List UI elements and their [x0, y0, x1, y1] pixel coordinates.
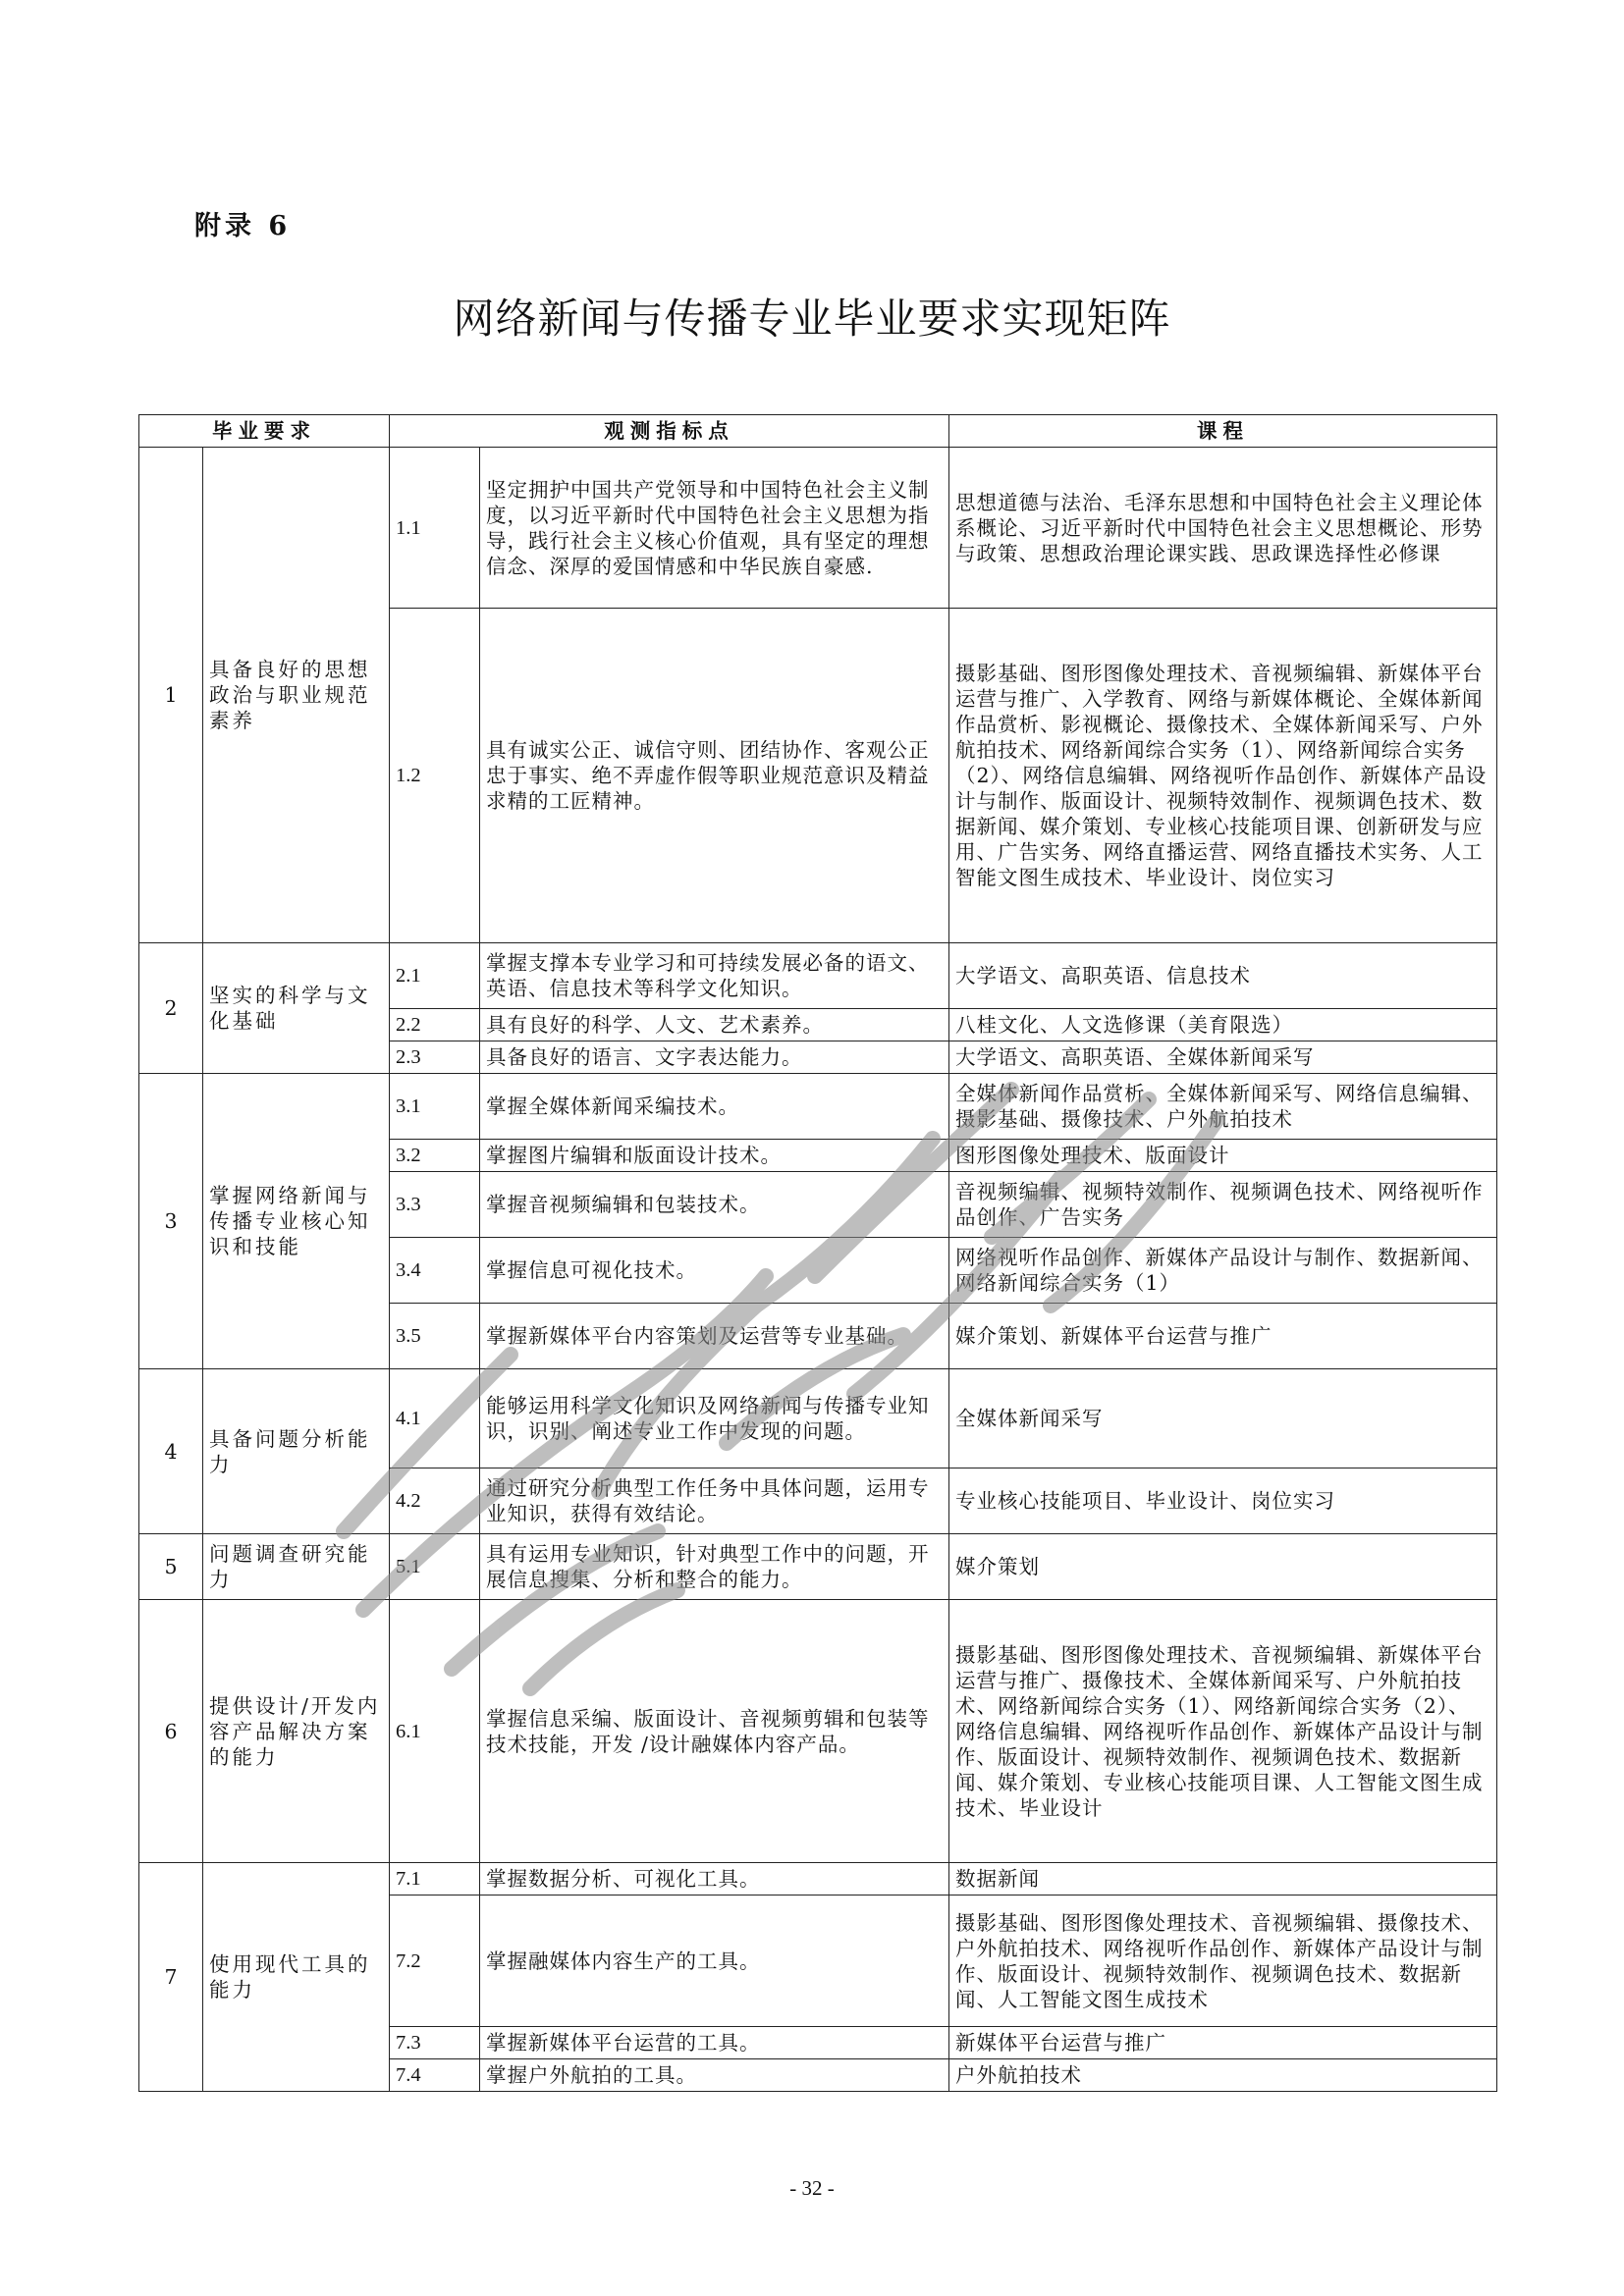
indicator-text: 掌握新媒体平台内容策划及运营等专业基础。 [480, 1304, 949, 1369]
course-text: 图形图像处理技术、版面设计 [949, 1140, 1497, 1172]
course-text: 专业核心技能项目、毕业设计、岗位实习 [949, 1468, 1497, 1534]
indicator-number: 4.2 [390, 1468, 480, 1534]
requirement-label: 掌握网络新闻与传播专业核心知识和技能 [203, 1074, 390, 1369]
indicator-text: 掌握全媒体新闻采编技术。 [480, 1074, 949, 1140]
requirement-label: 坚实的科学与文化基础 [203, 943, 390, 1074]
indicator-number: 6.1 [390, 1600, 480, 1863]
course-text: 摄影基础、图形图像处理技术、音视频编辑、新媒体平台运营与推广、入学教育、网络与新媒体概论、全媒体新闻作品赏析、影视概论、摄像技术、全媒体新闻采写、户外航拍技术、网络新闻综合实务（1）、网络新闻综合实务（2）、网络信息编辑、网络视听作品创作、新媒体产品设计与制作、版面设计、视频特效制作、视频调色技术、数据新闻、媒介策划、专业核心技能项目课、创新研发与应用、广告实务、网络直播运营、网络直播技术实务、人工智能文图生成技术、毕业设计、岗位实习 [949, 609, 1497, 943]
indicator-number: 2.3 [390, 1041, 480, 1074]
course-text: 数据新闻 [949, 1863, 1497, 1896]
page-number: - 32 - [789, 2176, 835, 2200]
requirement-number: 7 [139, 1863, 203, 2092]
table-row [139, 1369, 1497, 1468]
requirement-number: 3 [139, 1074, 203, 1369]
course-text: 户外航拍技术 [949, 2059, 1497, 2092]
course-text: 摄影基础、图形图像处理技术、音视频编辑、新媒体平台运营与推广、摄像技术、全媒体新闻采写、户外航拍技术、网络新闻综合实务（1）、网络新闻综合实务（2）、网络信息编辑、网络视听作品创作、新媒体产品设计与制作、版面设计、视频特效制作、视频调色技术、数据新闻、媒介策划、专业核心技能项目课、人工智能文图生成技术、毕业设计 [949, 1600, 1497, 1863]
indicator-number: 7.1 [390, 1863, 480, 1896]
header-indicator: 观测指标点 [390, 415, 949, 448]
indicator-text: 具备良好的语言、文字表达能力。 [480, 1041, 949, 1074]
header-course: 课程 [949, 415, 1497, 448]
course-text: 大学语文、高职英语、全媒体新闻采写 [949, 1041, 1497, 1074]
indicator-number: 7.4 [390, 2059, 480, 2092]
indicator-number: 1.1 [390, 448, 480, 609]
requirement-number: 1 [139, 448, 203, 943]
indicator-number: 7.3 [390, 2027, 480, 2059]
requirement-label: 提供设计/开发内容产品解决方案的能力 [203, 1600, 390, 1863]
indicator-number: 3.2 [390, 1140, 480, 1172]
requirement-label: 问题调查研究能力 [203, 1534, 390, 1600]
indicator-text: 掌握支撑本专业学习和可持续发展必备的语文、英语、信息技术等科学文化知识。 [480, 943, 949, 1009]
indicator-number: 2.2 [390, 1009, 480, 1041]
indicator-text: 具有良好的科学、人文、艺术素养。 [480, 1009, 949, 1041]
indicator-text: 掌握音视频编辑和包装技术。 [480, 1172, 949, 1238]
indicator-text: 具有运用专业知识，针对典型工作中的问题，开展信息搜集、分析和整合的能力。 [480, 1534, 949, 1600]
requirement-label: 具备良好的思想政治与职业规范素养 [203, 448, 390, 943]
indicator-text: 掌握信息可视化技术。 [480, 1238, 949, 1304]
indicator-number: 3.5 [390, 1304, 480, 1369]
course-text: 全媒体新闻采写 [949, 1369, 1497, 1468]
indicator-number: 1.2 [390, 609, 480, 943]
indicator-text: 掌握数据分析、可视化工具。 [480, 1863, 949, 1896]
course-text: 新媒体平台运营与推广 [949, 2027, 1497, 2059]
page-title: 网络新闻与传播专业毕业要求实现矩阵 [453, 294, 1171, 343]
indicator-number: 3.3 [390, 1172, 480, 1238]
indicator-text: 掌握图片编辑和版面设计技术。 [480, 1140, 949, 1172]
course-text: 摄影基础、图形图像处理技术、音视频编辑、摄像技术、户外航拍技术、网络视听作品创作、新媒体产品设计与制作、版面设计、视频特效制作、视频调色技术、数据新闻、人工智能文图生成技术 [949, 1896, 1497, 2027]
indicator-text: 通过研究分析典型工作任务中具体问题，运用专业知识，获得有效结论。 [480, 1468, 949, 1534]
requirement-label: 使用现代工具的能力 [203, 1863, 390, 2092]
requirement-number: 4 [139, 1369, 203, 1534]
indicator-number: 3.1 [390, 1074, 480, 1140]
course-text: 大学语文、高职英语、信息技术 [949, 943, 1497, 1009]
appendix-label: 附录 6 [194, 211, 292, 241]
course-text: 八桂文化、人文选修课（美育限选） [949, 1009, 1497, 1041]
indicator-number: 2.1 [390, 943, 480, 1009]
table-row [139, 1863, 1497, 1896]
indicator-text: 掌握融媒体内容生产的工具。 [480, 1896, 949, 2027]
indicator-number: 4.1 [390, 1369, 480, 1468]
table-row [139, 1600, 1497, 1863]
indicator-number: 7.2 [390, 1896, 480, 2027]
table-row [139, 1534, 1497, 1600]
table-row [139, 1074, 1497, 1140]
course-text: 媒介策划 [949, 1534, 1497, 1600]
requirement-number: 6 [139, 1600, 203, 1863]
requirement-number: 2 [139, 943, 203, 1074]
table-row [139, 943, 1497, 1009]
course-text: 媒介策划、新媒体平台运营与推广 [949, 1304, 1497, 1369]
course-text: 网络视听作品创作、新媒体产品设计与制作、数据新闻、网络新闻综合实务（1） [949, 1238, 1497, 1304]
table-row [139, 448, 1497, 609]
indicator-text: 坚定拥护中国共产党领导和中国特色社会主义制度，以习近平新时代中国特色社会主义思想为指导，践行社会主义核心价值观，具有坚定的理想信念、深厚的爱国情感和中华民族自豪感. [480, 448, 949, 609]
requirements-matrix-table [138, 414, 1497, 2092]
header-requirement: 毕业要求 [139, 415, 390, 448]
course-text: 思想道德与法治、毛泽东思想和中国特色社会主义理论体系概论、习近平新时代中国特色社会主义思想概论、形势与政策、思想政治理论课实践、思政课选择性必修课 [949, 448, 1497, 609]
indicator-text: 能够运用科学文化知识及网络新闻与传播专业知识，识别、阐述专业工作中发现的问题。 [480, 1369, 949, 1468]
indicator-number: 3.4 [390, 1238, 480, 1304]
course-text: 全媒体新闻作品赏析、全媒体新闻采写、网络信息编辑、摄影基础、摄像技术、户外航拍技术 [949, 1074, 1497, 1140]
indicator-text: 掌握新媒体平台运营的工具。 [480, 2027, 949, 2059]
table-header-row [139, 415, 1497, 448]
indicator-number: 5.1 [390, 1534, 480, 1600]
course-text: 音视频编辑、视频特效制作、视频调色技术、网络视听作品创作、广告实务 [949, 1172, 1497, 1238]
requirement-number: 5 [139, 1534, 203, 1600]
indicator-text: 掌握信息采编、版面设计、音视频剪辑和包装等技术技能，开发 /设计融媒体内容产品。 [480, 1600, 949, 1863]
indicator-text: 具有诚实公正、诚信守则、团结协作、客观公正忠于事实、绝不弄虚作假等职业规范意识及精益求精的工匠精神。 [480, 609, 949, 943]
requirement-label: 具备问题分析能力 [203, 1369, 390, 1534]
indicator-text: 掌握户外航拍的工具。 [480, 2059, 949, 2092]
